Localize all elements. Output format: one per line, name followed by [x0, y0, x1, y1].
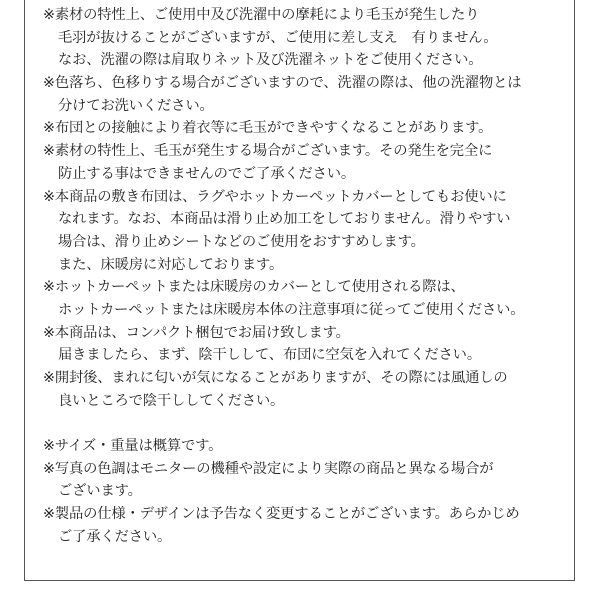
notice-line: 毛羽が抜けることがございますが、ご使用に差し支え 有りません。 — [58, 29, 498, 46]
note-line: ご了承ください。 — [58, 528, 172, 545]
note-line: ※写真の色調はモニターの機種や設定により実際の商品と異なる場合が — [43, 460, 494, 477]
notice-line: また、床暖房に対応しております。 — [58, 256, 284, 273]
notice-line: ※ホットカーペットまたは床暖房のカバーとして使用される際は、 — [43, 279, 465, 296]
notice-line: なれます。なお、本商品は滑り止め加工をしておりません。滑りやすい — [58, 211, 511, 228]
notice-line: 場合は、滑り止めシートなどのご使用をおすすめします。 — [58, 233, 425, 250]
notice-text — [43, 4, 573, 549]
notice-line: ※素材の特性上、毛玉が発生する場合がございます。その発生を完全に — [43, 143, 493, 160]
note-line: ※製品の仕様・デザインは予告なく変更することがございます。あらかじめ — [43, 506, 520, 523]
section-spacer — [43, 412, 573, 435]
notice-line: ※素材の特性上、ご使用中及び洗濯中の摩耗により毛玉が発生したり — [43, 7, 480, 23]
notice-line: 良いところで陰干ししてください。 — [58, 392, 285, 409]
notice-line: ※布団との接触により着衣等に毛玉ができやすくなることがあります。 — [43, 120, 493, 137]
notice-line: ※色落ち、色移りする場合がございますので、洗濯の際は、他の洗濯物とは — [43, 75, 522, 92]
notice-line: なお、洗濯の際は肩取りネット及び洗濯ネットをご使用ください。 — [58, 52, 483, 69]
note-line: ございます。 — [58, 483, 142, 500]
notice-line: 届きましたら、まず、陰干しして、布団に空気を入れてください。 — [58, 347, 481, 364]
notice-line: ※本商品の敷き布団は、ラグやホットカーペットカバーとしてもお使いに — [43, 188, 507, 205]
notice-line: 分けてお洗いください。 — [58, 97, 214, 114]
notice-line: ホットカーペットまたは床暖房本体の注意事項に従ってご使用ください。 — [58, 301, 525, 318]
notice-line: 防止する事はできませんのでご了承ください。 — [58, 165, 356, 182]
note-line: ※サイズ・重量は概算です。 — [43, 438, 223, 455]
notice-line: ※本商品は、コンパクト梱包でお届け致します。 — [43, 324, 350, 341]
notice-line: ※開封後、まれに匂いが気になることがありますが、その際には風通しの — [43, 370, 508, 386]
